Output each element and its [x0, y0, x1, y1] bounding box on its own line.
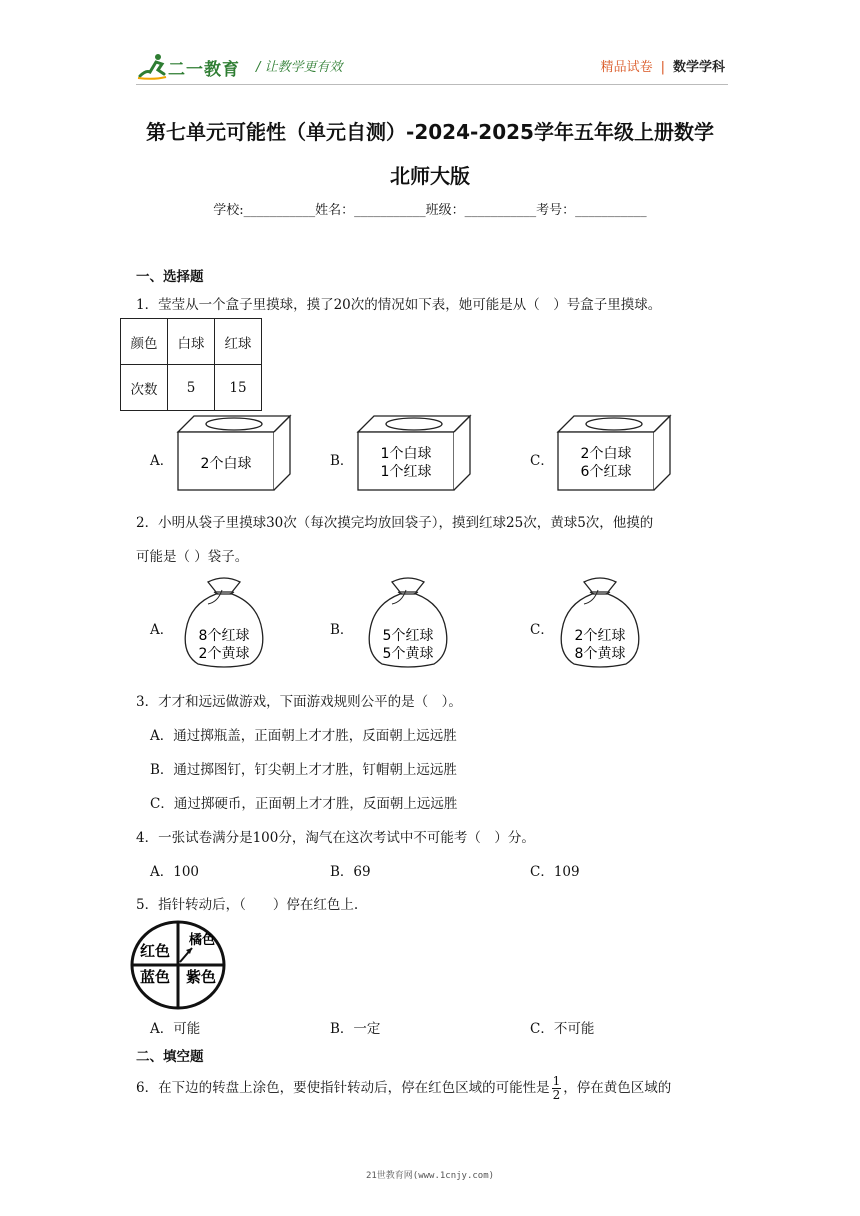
- bag-label: 5个黄球: [382, 646, 434, 662]
- fraction-denominator: 2: [552, 1088, 561, 1102]
- q1-box-b-icon: [352, 414, 472, 492]
- student-info-line: 学校:___________姓名：___________班级：___________考号：___________: [213, 203, 647, 218]
- q4-option-c: C．109: [530, 864, 580, 880]
- header-tag-subject: 数学学科: [672, 60, 725, 75]
- bag-label: 2个黄球: [198, 646, 250, 662]
- bag-label: 8个红球: [198, 628, 250, 644]
- question-6-text: [136, 1068, 671, 1108]
- table-cell: 白球: [168, 319, 215, 365]
- header-tag-premium: 精品试卷: [600, 60, 653, 75]
- q2-option-c-label: C．: [530, 622, 554, 638]
- q4-option-a: A．100: [150, 864, 200, 880]
- q2-option-b-label: B．: [330, 622, 354, 638]
- slogan: / 让教学更有效: [256, 60, 343, 75]
- question-4-text: 4．一张试卷满分是100分，淘气在这次考试中不可能考（ ）分。: [136, 830, 535, 846]
- q1-option-c-label: C．: [530, 453, 554, 469]
- q6-text-before: 6．在下边的转盘上涂色，要使指针转动后，停在红色区域的可能性是: [136, 1080, 550, 1096]
- page-title-line1: 第七单元可能性（单元自测）-2024-2025学年五年级上册数学: [146, 120, 714, 144]
- q6-fraction: [552, 1075, 562, 1102]
- bag-label: 2个红球: [574, 628, 626, 644]
- fraction-numerator: 1: [552, 1074, 561, 1088]
- q5-option-a: A．可能: [150, 1021, 201, 1037]
- spinner-label-orange: 橘色: [188, 933, 216, 948]
- q5-spinner-icon: [130, 920, 226, 1010]
- spinner-label-blue: 蓝色: [139, 968, 171, 986]
- table-cell: 次数: [121, 365, 168, 411]
- header-divider: [136, 84, 728, 85]
- q5-option-b: B．一定: [330, 1021, 381, 1037]
- q2-bag-c-icon: [554, 574, 646, 670]
- box-label: 2个白球: [580, 446, 632, 462]
- page-footer: 21世教育网(www.1cnjy.com): [365, 1171, 495, 1181]
- q2-bag-b-icon: [362, 574, 454, 670]
- question-1-text: 1．莹莹从一个盒子里摸球，摸了20次的情况如下表，她可能是从（ ）号盒子里摸球。: [136, 297, 662, 313]
- q2-option-a-label: A．: [150, 622, 174, 638]
- table-cell: 5: [168, 365, 215, 411]
- q5-option-c: C．不可能: [530, 1021, 595, 1037]
- question-2-line1: 2．小明从袋子里摸球30次（每次摸完均放回袋子），摸到红球25次，黄球5次，他摸的: [136, 515, 654, 531]
- q1-box-c-icon: [552, 414, 672, 492]
- box-label: 1个红球: [380, 464, 432, 480]
- section-title-choice: 一、选择题: [136, 269, 204, 285]
- question-2-line2: 可能是（ ）袋子。: [136, 549, 249, 565]
- q3-option-b: B．通过掷图钉，钉尖朝上才才胜，钉帽朝上远远胜: [150, 762, 457, 778]
- bag-label: 8个黄球: [574, 646, 626, 662]
- q1-option-a-label: A．: [150, 453, 174, 469]
- table-row: [121, 319, 262, 365]
- bag-label: 5个红球: [382, 628, 434, 644]
- box-label: 6个红球: [580, 464, 632, 480]
- box-label: 1个白球: [380, 446, 432, 462]
- page-title-line2: 北师大版: [390, 164, 470, 188]
- q4-option-b: B．69: [330, 864, 371, 880]
- q3-option-a: A．通过掷瓶盖，正面朝上才才胜，反面朝上远远胜: [150, 728, 457, 744]
- q1-box-a-icon: [172, 414, 292, 492]
- table-cell: 颜色: [121, 319, 168, 365]
- table-cell: 红球: [215, 319, 262, 365]
- box-label: 2个白球: [200, 456, 252, 472]
- q1-option-b-label: B．: [330, 453, 354, 469]
- section-title-fill: 二、填空题: [136, 1049, 204, 1065]
- table-row: [121, 365, 262, 411]
- brand-name: 二一教育: [168, 60, 240, 80]
- q3-option-c: C．通过掷硬币，正面朝上才才胜，反面朝上远远胜: [150, 796, 458, 812]
- question-1-table: [120, 318, 262, 411]
- header-right: [601, 56, 725, 75]
- header-separator: |: [660, 60, 665, 75]
- q2-bag-a-icon: [178, 574, 270, 670]
- question-3-text: 3．才才和远远做游戏，下面游戏规则公平的是（ ）。: [136, 694, 462, 710]
- q6-text-after: ，停在黄色区域的: [563, 1080, 672, 1096]
- spinner-label-purple: 紫色: [185, 968, 217, 986]
- table-cell: 15: [215, 365, 262, 411]
- spinner-label-red: 红色: [139, 942, 171, 960]
- question-5-text: 5．指针转动后，（ ）停在红色上.: [136, 897, 359, 913]
